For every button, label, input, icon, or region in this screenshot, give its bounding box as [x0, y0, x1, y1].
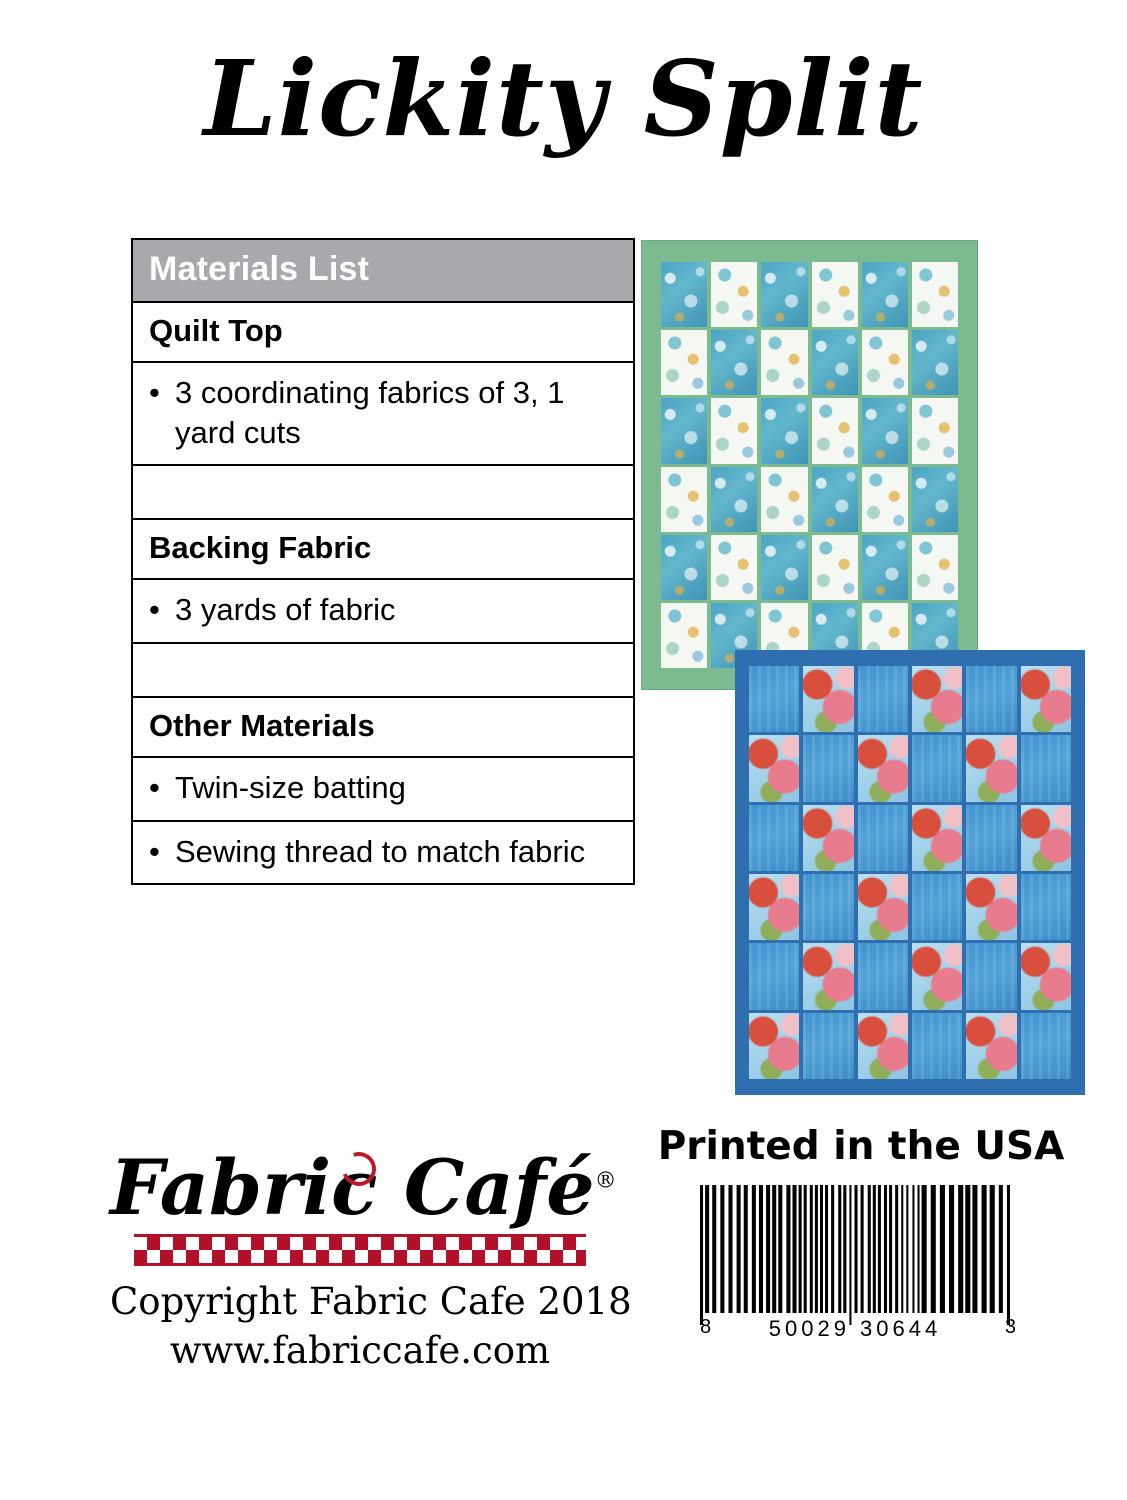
barcode-bar — [965, 1185, 970, 1313]
barcode-bar — [720, 1185, 724, 1313]
barcode-bar — [849, 1185, 851, 1325]
barcode-bar — [712, 1185, 716, 1313]
materials-list-table — [131, 238, 635, 885]
barcode-bar — [752, 1185, 756, 1313]
barcode-bar — [940, 1185, 945, 1313]
barcode-bar — [878, 1185, 881, 1313]
list-item-label: 3 yards of fabric — [175, 592, 396, 628]
brand-name: Fabric Café — [110, 1143, 595, 1232]
barcode-bars — [700, 1185, 1015, 1325]
barcode-bar — [906, 1185, 908, 1313]
barcode-bar — [895, 1185, 898, 1313]
barcode-bar — [838, 1185, 841, 1313]
barcode-bar — [786, 1185, 790, 1313]
barcode-bar — [982, 1185, 987, 1313]
bullet-icon: • — [149, 375, 160, 410]
barcode-bar — [700, 1185, 703, 1325]
barcode-bar — [843, 1185, 846, 1313]
barcode-bar — [889, 1185, 892, 1313]
barcode-bar — [815, 1185, 818, 1313]
list-item — [133, 822, 633, 884]
materials-list-header: Materials List — [133, 240, 633, 303]
section-heading-other-materials: Other Materials — [133, 698, 633, 758]
page-title: Lickity Split — [203, 37, 924, 160]
barcode-bar — [744, 1185, 748, 1313]
barcode-bar — [868, 1185, 871, 1313]
barcode-bar — [958, 1185, 963, 1313]
barcode-bar — [901, 1185, 903, 1313]
copyright-text: Copyright Fabric Cafe 2018 — [110, 1280, 632, 1323]
barcode-bar — [931, 1185, 936, 1313]
list-item — [133, 580, 633, 644]
barcode-bar — [972, 1185, 977, 1313]
barcode-bar — [728, 1185, 732, 1313]
barcode-bar — [810, 1185, 813, 1313]
barcode-bar — [772, 1185, 776, 1313]
barcode-bar — [884, 1185, 887, 1313]
barcode-bar — [804, 1185, 807, 1313]
barcode-bar — [949, 1185, 954, 1313]
registered-trademark-icon: ® — [594, 1168, 617, 1194]
barcode-bar — [705, 1185, 709, 1313]
barcode-bar — [918, 1185, 920, 1313]
website-url: www.fabriccafe.com — [169, 1329, 551, 1372]
barcode-bar — [873, 1185, 876, 1313]
blue-floral-quilt-image — [735, 650, 1085, 1095]
spacer-row — [133, 466, 633, 520]
list-item-label: Sewing thread to match fabric — [175, 833, 586, 869]
list-item — [133, 363, 633, 466]
spacer-row — [133, 644, 633, 698]
list-item-label: Twin-size batting — [175, 770, 406, 806]
bullet-icon: • — [149, 592, 160, 628]
barcode-left-digit: 8 — [700, 1316, 712, 1338]
barcode-bar — [825, 1185, 828, 1313]
barcode-bar — [922, 1185, 927, 1313]
bullet-icon: • — [149, 833, 160, 869]
barcode-bar — [861, 1185, 864, 1313]
bullet-icon: • — [149, 770, 160, 806]
printed-in-usa-label: Printed in the USA — [657, 1124, 1065, 1169]
barcode-bar — [831, 1185, 834, 1313]
section-heading-quilt-top: Quilt Top — [133, 303, 633, 363]
barcode-right-digit: 3 — [1004, 1316, 1016, 1338]
barcode-bar — [999, 1185, 1003, 1313]
barcode-bar — [854, 1185, 857, 1313]
barcode-digits: 50029 30644 — [768, 1316, 942, 1341]
barcode-bar — [912, 1185, 914, 1313]
barcode-bar — [778, 1185, 782, 1313]
barcode-bar — [759, 1185, 763, 1313]
list-item — [133, 758, 633, 822]
green-teal-quilt-image — [641, 240, 978, 690]
barcode-bar — [766, 1185, 770, 1313]
list-item-label: 3 coordinating fabrics of 3, 1 yard cuts — [175, 375, 565, 450]
barcode-bar — [792, 1185, 796, 1313]
barcode-bar — [737, 1185, 741, 1313]
section-heading-backing-fabric: Backing Fabric — [133, 520, 633, 580]
barcode — [700, 1185, 1016, 1341]
fabric-cafe-logo-block — [110, 1143, 632, 1372]
brand-wordmark — [110, 1143, 617, 1232]
barcode-bar — [1007, 1185, 1010, 1325]
barcode-bar — [990, 1185, 995, 1313]
barcode-bar — [820, 1185, 823, 1313]
checkerboard-divider — [134, 1234, 586, 1266]
barcode-bar — [799, 1185, 802, 1313]
